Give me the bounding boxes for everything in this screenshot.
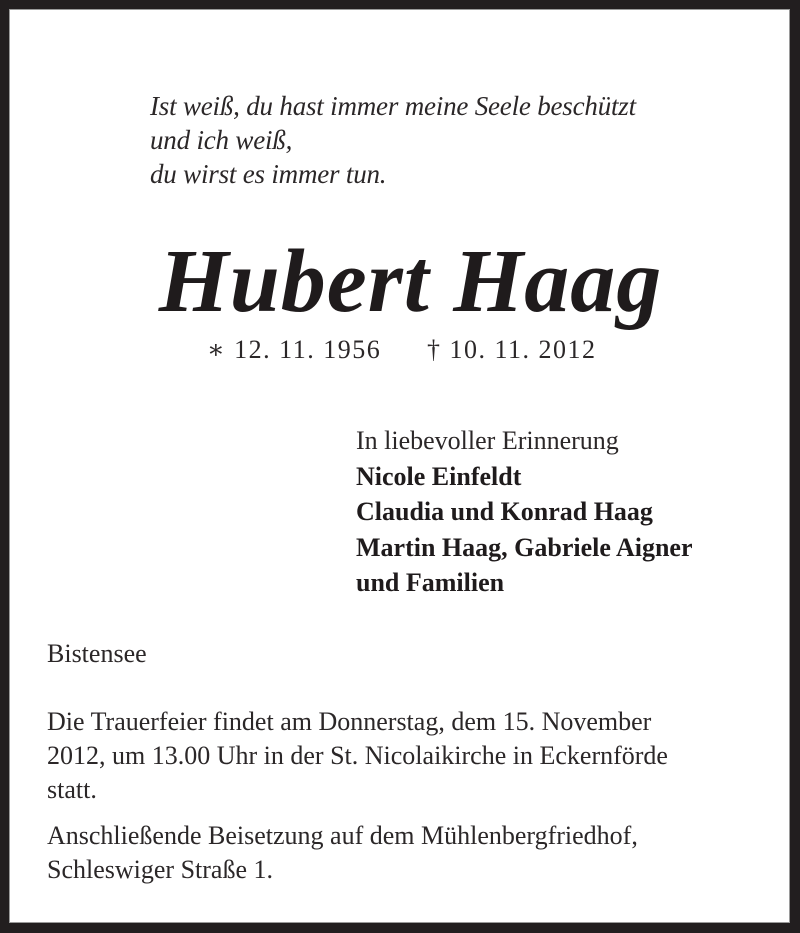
poem-line: und ich weiß,: [150, 125, 293, 155]
remembrance-intro: In liebevoller Erinnerung: [356, 426, 619, 455]
place-name: Bistensee: [47, 639, 147, 668]
deceased-name: Hubert Haag: [158, 232, 663, 331]
funeral-line: Die Trauerfeier findet am Donnerstag, dem 15. November: [47, 707, 652, 736]
mourner-name: Claudia und Konrad Haag: [356, 497, 653, 526]
funeral-line: statt.: [47, 775, 97, 804]
obituary-notice: [9, 9, 790, 923]
funeral-line: 2012, um 13.00 Uhr in der St. Nicolaikirche in Eckernförde: [47, 741, 668, 770]
poem-line: du wirst es immer tun.: [150, 159, 387, 189]
mourner-name: Nicole Einfeldt: [356, 461, 522, 491]
burial-line: Schleswiger Straße 1.: [47, 855, 274, 884]
death-date: † 10. 11. 2012: [427, 335, 597, 364]
mourner-name: und Familien: [356, 568, 505, 597]
remembrance-block: [356, 423, 693, 601]
poem-line: Ist weiß, du hast immer meine Seele beschützt: [150, 91, 636, 121]
burial-line: Anschließende Beisetzung auf dem Mühlenbergfriedhof,: [47, 821, 638, 850]
mourner-name: Martin Haag, Gabriele Aigner: [356, 532, 693, 562]
burial-info: [47, 819, 638, 887]
funeral-info: [47, 705, 757, 807]
birth-date: ∗ 12. 11. 1956: [207, 335, 382, 364]
poem-quote: [150, 89, 636, 191]
